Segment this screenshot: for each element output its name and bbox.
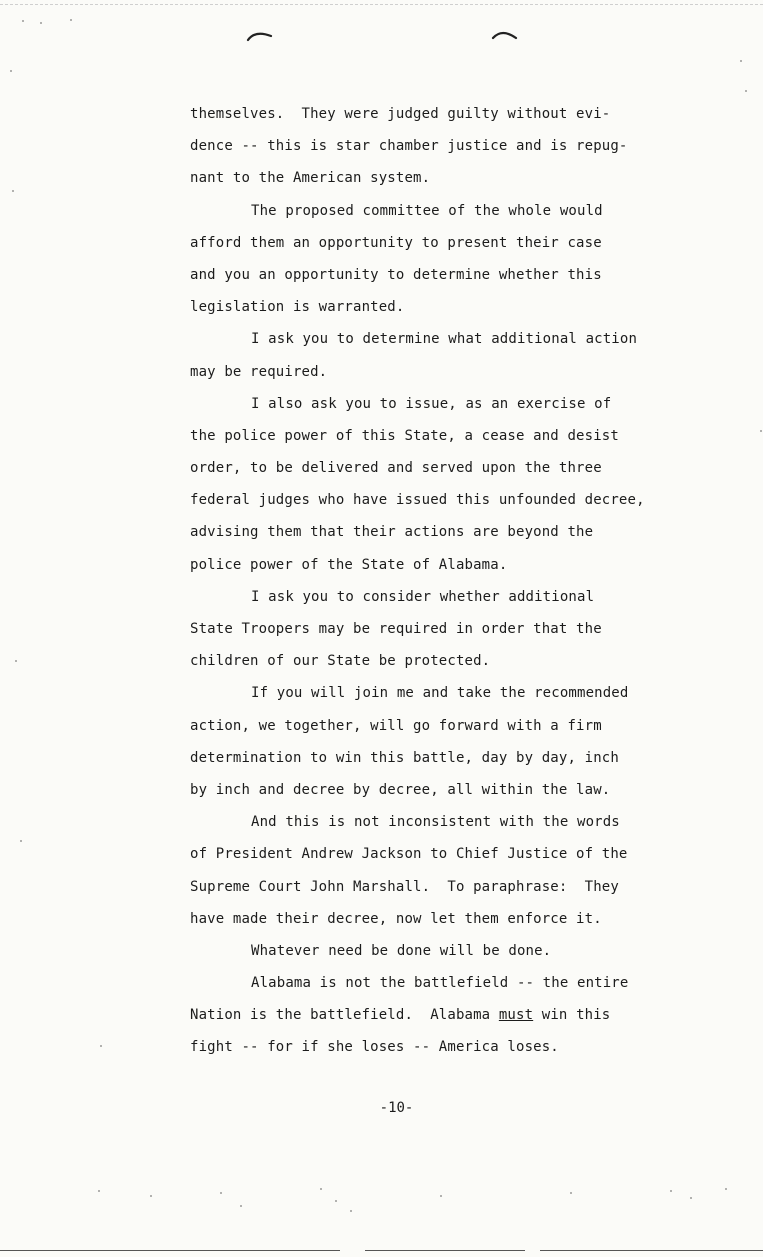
text-line: I ask you to consider whether additional xyxy=(251,588,595,605)
text-line: of President Andrew Jackson to Chief Justice of the xyxy=(190,846,628,863)
text-line: determination to win this battle, day by day, inch xyxy=(190,749,619,766)
text-line: State Troopers may be required in order that the xyxy=(190,621,602,637)
text-line: advising them that their actions are beyond the xyxy=(190,524,594,541)
text-line: nant to the American system. xyxy=(190,170,431,187)
text-segment: win this xyxy=(533,1007,611,1024)
bottom-edge-rule xyxy=(540,1250,763,1251)
underlined-word: must xyxy=(498,1007,534,1024)
text-line: I ask you to determine what additional action xyxy=(251,331,638,348)
bottom-edge-rule xyxy=(0,1250,340,1251)
text-line: fight -- for if she loses -- America loses. xyxy=(190,1039,559,1056)
text-line: dence -- this is star chamber justice and is repug- xyxy=(190,138,628,155)
text-line: by inch and decree by decree, all within the law. xyxy=(190,781,611,798)
text-line: themselves. They were judged guilty without evi- xyxy=(190,106,611,122)
body-text xyxy=(190,103,660,1069)
text-segment: Nation is the battlefield. Alabama xyxy=(190,1007,499,1024)
page-number: -10- xyxy=(379,1100,414,1116)
bottom-edge-rule xyxy=(365,1250,525,1251)
text-line: have made their decree, now let them enforce it. xyxy=(190,910,602,927)
text-line: and you an opportunity to determine whether this xyxy=(190,266,602,283)
text-line: may be required. xyxy=(190,363,328,380)
punch-hole-mark-left xyxy=(245,28,275,42)
top-edge-dashes xyxy=(0,4,763,5)
punch-hole-mark-right xyxy=(490,28,520,42)
text-line: I also ask you to issue, as an exercise of xyxy=(251,395,612,412)
text-line: afford them an opportunity to present their case xyxy=(190,234,602,251)
text-line: order, to be delivered and served upon the three xyxy=(190,460,602,477)
text-line: Supreme Court John Marshall. To paraphrase: They xyxy=(190,878,619,895)
text-line: The proposed committee of the whole would xyxy=(251,202,603,219)
text-line: federal judges who have issued this unfounded decree, xyxy=(190,492,645,509)
text-line: And this is not inconsistent with the words xyxy=(251,814,620,831)
text-line: the police power of this State, a cease and desist xyxy=(190,427,619,444)
text-line-with-emphasis xyxy=(190,1004,660,1036)
text-line: Alabama is not the battlefield -- the entire xyxy=(251,975,629,992)
text-line: legislation is warranted. xyxy=(190,299,405,316)
text-line: action, we together, will go forward with a firm xyxy=(190,717,602,734)
text-line: children of our State be protected. xyxy=(190,653,491,670)
text-line: Whatever need be done will be done. xyxy=(251,942,552,959)
text-line: police power of the State of Alabama. xyxy=(190,556,508,573)
text-line: If you will join me and take the recommended xyxy=(251,685,629,702)
